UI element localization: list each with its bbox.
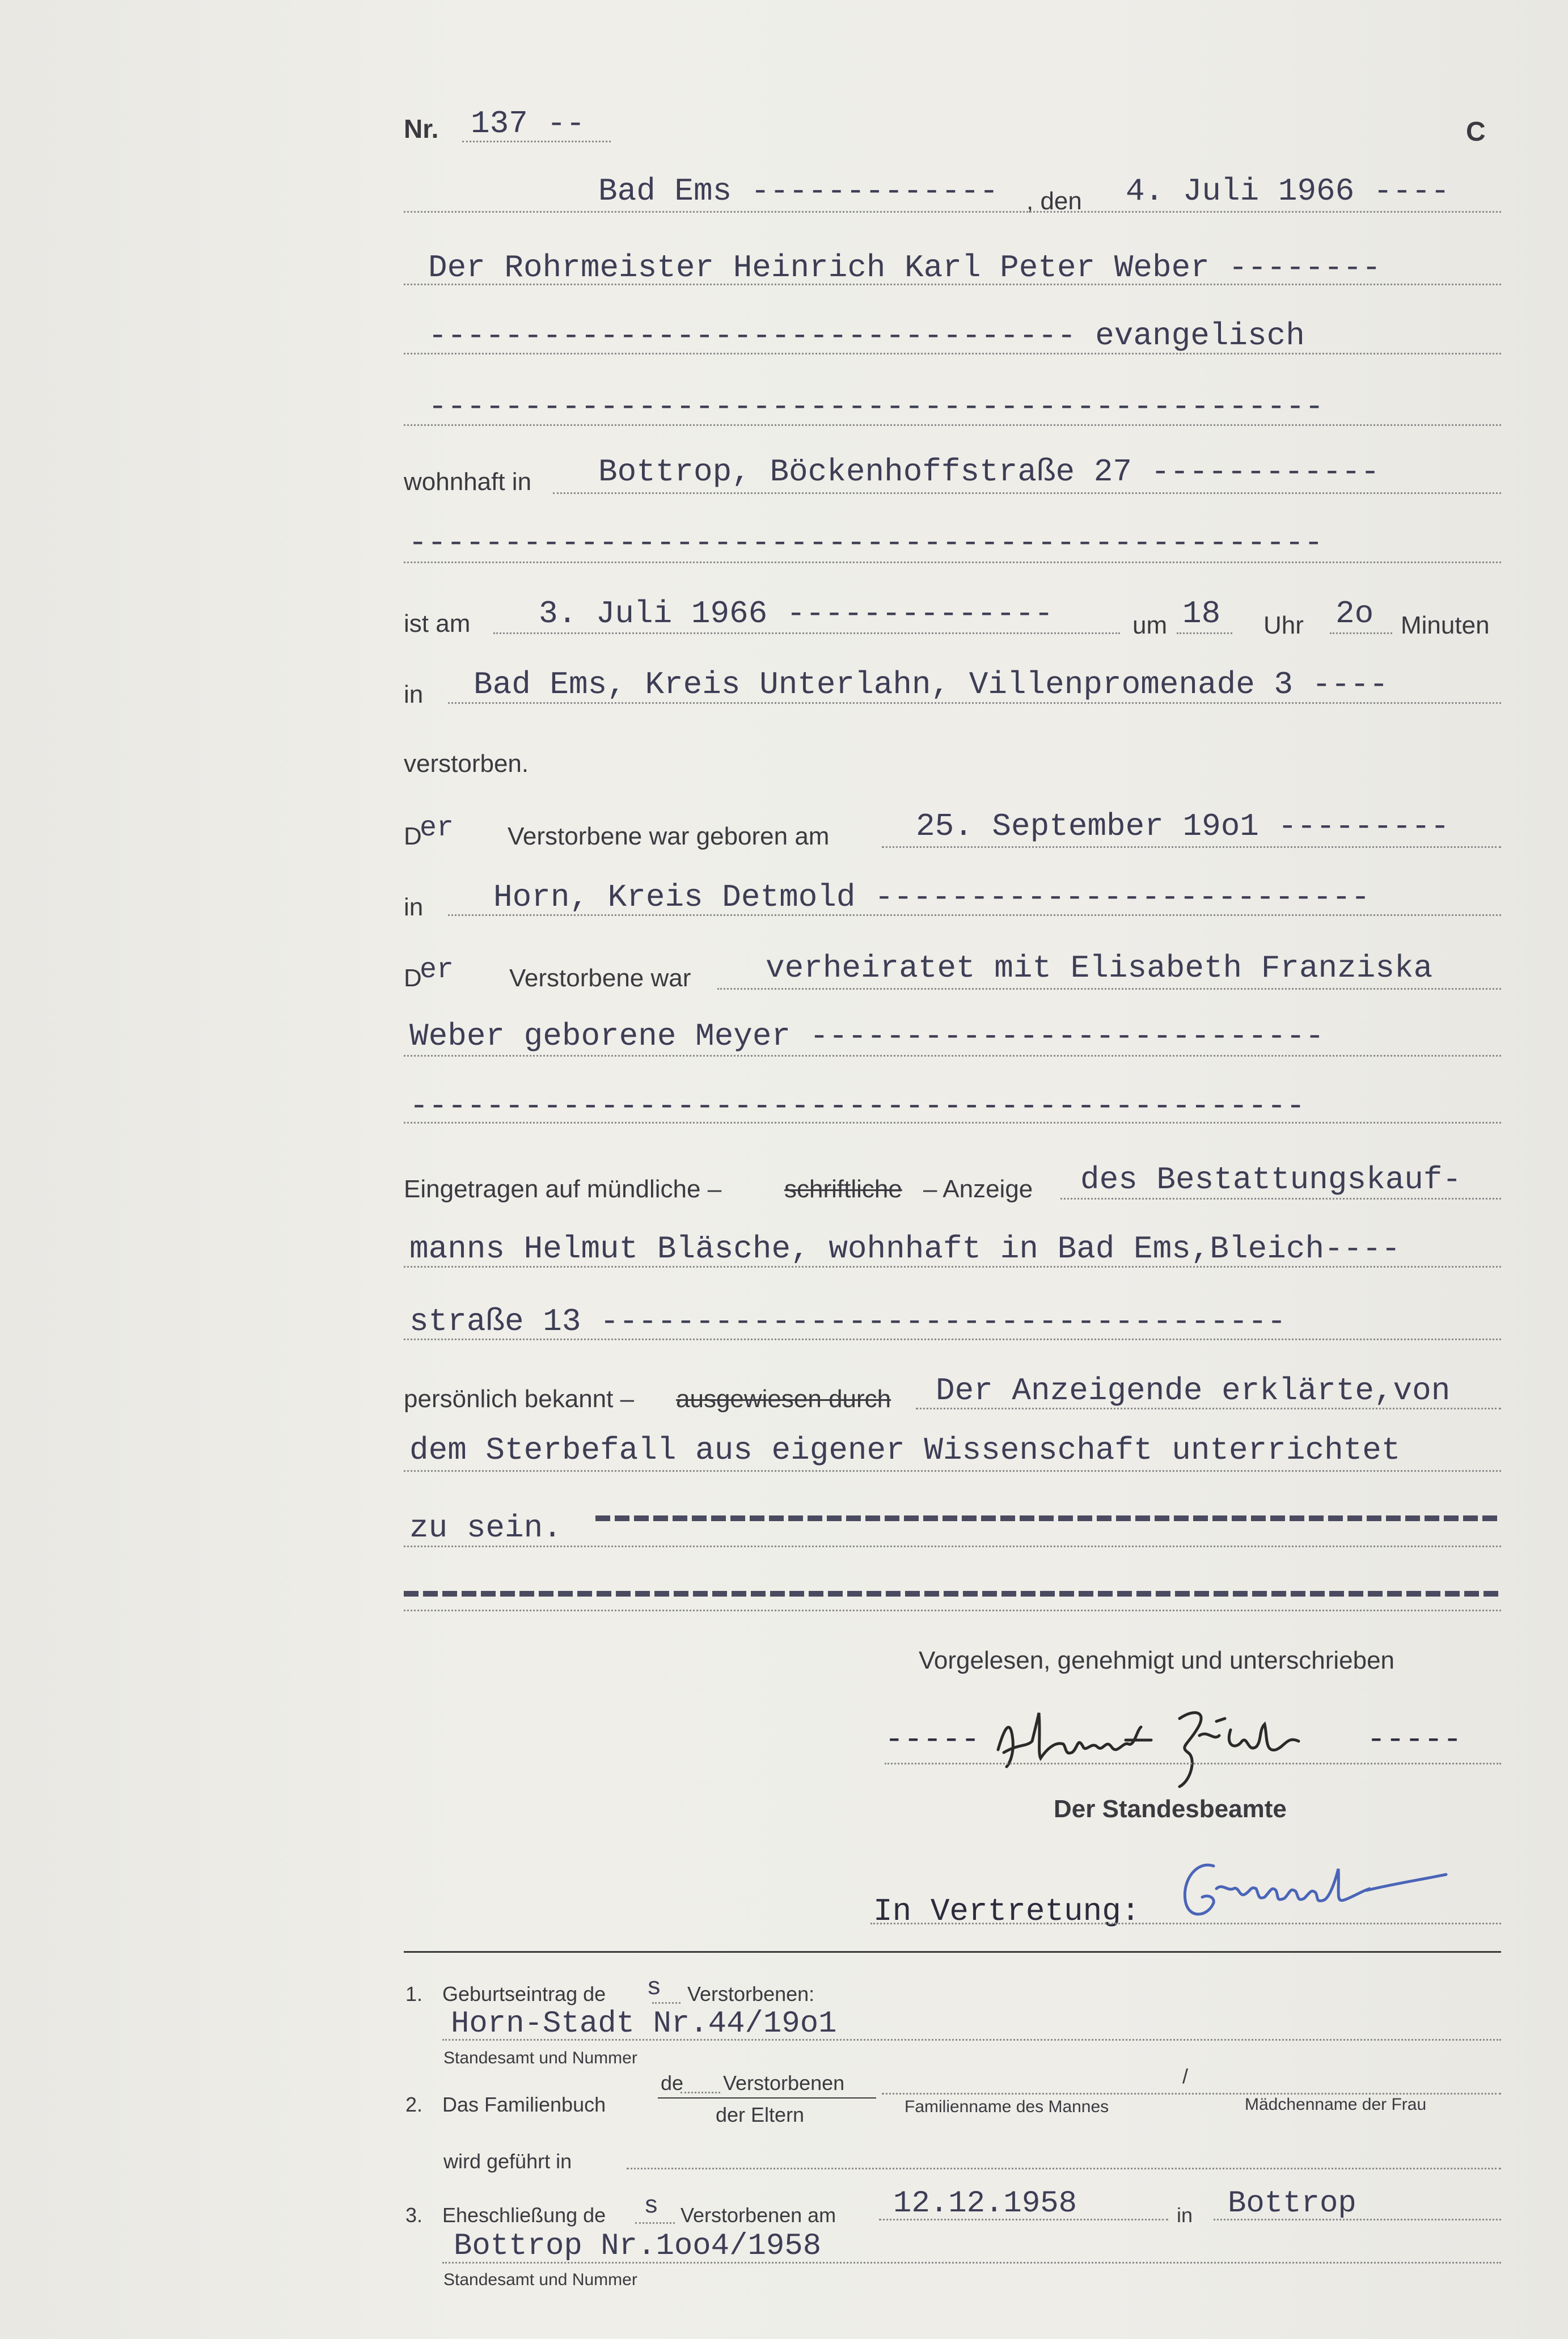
note2-number: 2. [405,2093,423,2116]
dotted-line [448,914,1501,916]
dotted-line [404,1546,1501,1547]
marital-status: verheiratet mit Elisabeth Franziska [766,950,1433,986]
death-minutes: 2o [1335,596,1374,632]
deputy-label: In Vertretung: [873,1893,1140,1930]
dotted-line [404,1122,1501,1124]
death-hour: 18 [1182,596,1221,632]
dotted-line [652,2002,681,2004]
signature-dashes-right: ----- [1367,1721,1463,1758]
signature-dotted-line [885,1763,1501,1764]
in-label: in [404,681,424,708]
birth-place: Horn, Kreis Detmold -------------------------- [493,879,1370,915]
verstorben-label: verstorben. [404,750,529,778]
der-prefix-typed: er [420,954,454,986]
dotted-line [1177,632,1232,634]
filler-line: ----------------------------------------------- [409,1088,1305,1124]
dotted-line [404,1470,1501,1472]
deputy-dotted-line [870,1923,1501,1924]
note2-bottom: der Eltern [716,2103,805,2126]
nr-label: Nr. [404,114,439,143]
note2-slash: / [1182,2064,1189,2088]
section-divider [404,1951,1501,1953]
registration-label-struck: schriftliche [784,1175,902,1203]
residence-line2: ------------------------------------------------ [408,525,1324,561]
registration-date: 4. Juli 1966 ---- [1126,173,1450,209]
date-dotted-line [404,211,1501,213]
note1-caption: Standesamt und Nummer [443,2049,637,2067]
note2-kept-label: wird geführt in [443,2150,572,2173]
identity-label-a: persönlich bekannt – [404,1385,635,1413]
dotted-line [879,2219,1168,2220]
informant-line2: manns Helmut Bläsche, wohnhaft in Bad Ems,Bleich---- [409,1231,1401,1267]
dotted-line [717,988,1501,990]
der-prefix: D [404,822,422,850]
note3-number: 3. [405,2203,423,2227]
dotted-line [448,702,1501,704]
identity-label-struck: ausgewiesen durch [676,1385,891,1413]
registrar-label: Der Standesbeamte [1054,1795,1287,1823]
dotted-line [404,353,1501,354]
death-date: 3. Juli 1966 -------------- [539,596,1054,632]
dotted-line [627,2168,1501,2169]
dotted-line [442,2262,1501,2264]
note1-label-a: Geburtseintrag de [442,1982,606,2006]
place-of-registration: Bad Ems ------------- [598,173,999,209]
dotted-line [442,2039,1501,2041]
residence: Bottrop, Böckenhoffstraße 27 ------------ [598,454,1380,490]
fraction-line [658,2097,876,2099]
minuten-label: Minuten [1401,611,1490,639]
um-label: um [1132,611,1168,639]
den-label: , den [1026,187,1082,215]
family-book-dotted-line [882,2093,1501,2095]
note1-number: 1. [405,1982,423,2006]
read-approved-label: Vorgelesen, genehmigt und unterschrieben [919,1646,1395,1674]
registration-label-b: – Anzeige [923,1175,1033,1203]
dotted-line [404,1610,1501,1611]
dotted-line [1060,1198,1501,1200]
note3-typed: s [644,2192,659,2220]
uhr-label: Uhr [1263,611,1304,639]
der-prefix: D [404,964,422,992]
dotted-line [916,1408,1501,1409]
marriage-date: 12.12.1958 [893,2186,1077,2221]
heavy-dash-line [595,1515,1500,1521]
identity-line2: dem Sterbefall aus eigener Wissenschaft unterrichtet [409,1432,1401,1468]
dotted-line [635,2222,675,2224]
birth-label: Verstorbene war geboren am [508,822,830,850]
dotted-line [493,632,1120,634]
in-label: in [404,893,424,921]
dotted-line [681,2092,720,2093]
religion: ---------------------------------- evangelisch [428,318,1305,354]
filler-line: ----------------------------------------------- [428,389,1324,425]
wife-name-caption: Mädchenname der Frau [1245,2095,1427,2114]
note3-label-a: Eheschließung de [442,2203,606,2227]
informant-line1: des Bestattungskauf- [1080,1162,1462,1198]
dotted-line [1214,2219,1501,2220]
marriage-place: Bottrop [1228,2186,1356,2221]
note2-de: de [661,2071,684,2095]
identity-line1: Der Anzeigende erklärte,von [936,1373,1451,1409]
dotted-line [404,1266,1501,1268]
signature-dashes-left: ----- [885,1721,980,1758]
dotted-line [553,492,1501,494]
ist-am-label: ist am [404,610,471,637]
dotted-line [404,424,1501,426]
note3-in-label: in [1177,2203,1193,2227]
note1-label-b: Verstorbenen: [687,1982,815,2006]
identity-line3: zu sein. [409,1510,562,1546]
register-number: 137 -- [471,105,585,142]
note2-label: Das Familienbuch [442,2093,606,2116]
nr-dotted-line [462,141,611,142]
heavy-dash-line [404,1591,1501,1597]
deputy-signature [1174,1857,1491,1931]
der-prefix-typed: er [420,812,454,845]
birth-date: 25. September 19o1 --------- [916,808,1449,845]
dotted-line [882,846,1501,848]
note1-typed: s [646,1974,662,2002]
registrar-signature [992,1696,1350,1792]
form-letter: C [1466,117,1486,147]
dotted-line [404,561,1501,563]
registration-label-a: Eingetragen auf mündliche – [404,1175,722,1203]
marital-label: Verstorbene war [509,964,691,992]
dotted-line [404,284,1501,285]
marriage-record: Bottrop Nr.1oo4/1958 [454,2229,822,2264]
note3-label-b: Verstorbenen am [681,2203,836,2227]
dotted-line [404,1055,1501,1057]
residence-label: wohnhaft in [404,468,532,496]
birth-record: Horn-Stadt Nr.44/19o1 [451,2007,837,2041]
note2-top: Verstorbenen [723,2071,845,2095]
deceased-name: Der Rohrmeister Heinrich Karl Peter Weber -------- [428,250,1381,286]
death-place: Bad Ems, Kreis Unterlahn, Villenpromenade 3 ---- [474,666,1389,703]
dotted-line [1330,632,1392,634]
informant-line3: straße 13 ------------------------------------ [409,1303,1286,1340]
dotted-line [404,1339,1501,1340]
husband-name-caption: Familienname des Mannes [905,2097,1109,2116]
spouse-name: Weber geborene Meyer --------------------------- [409,1018,1325,1054]
note3-caption: Standesamt und Nummer [443,2270,637,2289]
